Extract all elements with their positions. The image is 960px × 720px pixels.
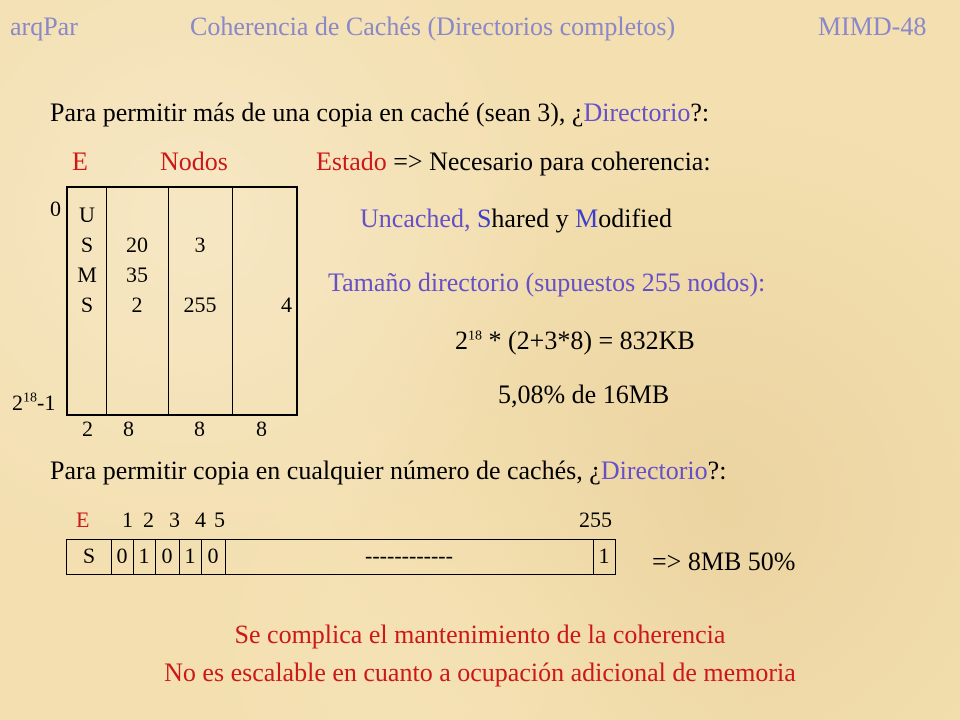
width-node-2: 8 [194,416,205,441]
node-column-2 [168,230,232,320]
conclusion-2: No es escalable en cuanto a ocupación adicional de memoria [164,658,796,687]
estado-label: Estado [316,147,387,176]
header-left: arqPar [10,12,78,41]
bitvec-head-node: 2 [143,507,154,532]
node-cell: 35 [126,262,148,287]
node-cell-empty [168,260,232,290]
formula-base: 2 [455,326,468,355]
slide-title: Coherencia de Cachés (Directorios completos) [190,12,676,41]
question-1-highlight: Directorio [583,98,691,127]
bitvec-last-cell: 1 [598,543,610,568]
bitvec-head-last: 255 [579,507,612,532]
states-line [360,204,672,234]
state-cell: S [80,292,94,317]
question-2-highlight: Directorio [600,456,708,485]
node-cell: 20 [126,232,148,257]
bitvec-cell: 1 [138,543,150,568]
question-1-prefix: Para permitir más de una copia en caché (sean 3), ¿ [50,98,584,127]
bitvec-cell: 0 [161,543,173,568]
row-end-tail: -1 [37,390,56,415]
estado-rest: => Necesario para coherencia: [386,147,711,176]
bitvec-dashes: ------------ [365,543,453,568]
bitvec-head-node: 4 [195,507,206,532]
bitvec-cell: 0 [207,543,219,568]
question-2-prefix: Para permitir copia en cualquier número de cachés, ¿ [50,456,601,485]
bitvec-cell: 0 [116,543,128,568]
node-cell: 2 [131,292,143,317]
state-s-initial: S [476,204,492,233]
node-cell: 3 [194,232,206,257]
state-u-rest: ncached, [378,204,477,233]
width-e: 2 [82,416,93,441]
state-s-rest: hared y [491,204,576,233]
directory-table [66,186,298,416]
bitvec-state-cell: S [82,543,96,568]
row-end-label [12,390,55,416]
col-head-nodos: Nodos [160,147,228,176]
bitvec-head-e: E [76,507,90,532]
bitvec-head-node: 5 [214,507,225,532]
bitvector-result: => 8MB 50% [652,547,796,576]
row-end-exp: 18 [23,390,37,406]
node-column-3 [232,290,296,320]
size-percent: 5,08% de 16MB [498,380,670,409]
estado-line [316,147,711,177]
width-node-3: 8 [256,416,267,441]
size-formula [455,326,695,356]
bitvector-row [66,539,616,575]
state-u-initial: U [360,204,379,233]
conclusion-1: Se complica el mantenimiento de la coherencia [234,620,726,649]
node-cell: 4 [281,292,292,317]
formula-exp: 18 [468,328,482,344]
state-cell: U [79,202,95,227]
state-m-rest: odified [598,204,672,233]
row-start-label: 0 [50,196,61,221]
size-label: Tamaño directorio (supuestos 255 nodos): [328,268,766,297]
node-cell: 255 [183,292,217,317]
state-column [68,200,106,320]
state-m-initial: M [575,204,599,233]
question-2 [50,456,726,486]
bitvec-head-node: 3 [169,507,180,532]
col-head-e: E [72,147,88,176]
formula-rest: * (2+3*8) = 832KB [482,326,695,355]
state-cell: M [77,262,97,287]
bitvec-head-node: 1 [122,507,133,532]
bitvec-cell: 1 [184,543,196,568]
header-right: MIMD-48 [818,12,927,41]
question-2-suffix: ?: [707,456,727,485]
width-node-1: 8 [123,416,134,441]
row-end-base: 2 [12,390,23,415]
state-cell: S [80,232,94,257]
question-1 [50,98,709,128]
node-column-1 [106,230,168,320]
question-1-suffix: ?: [690,98,710,127]
